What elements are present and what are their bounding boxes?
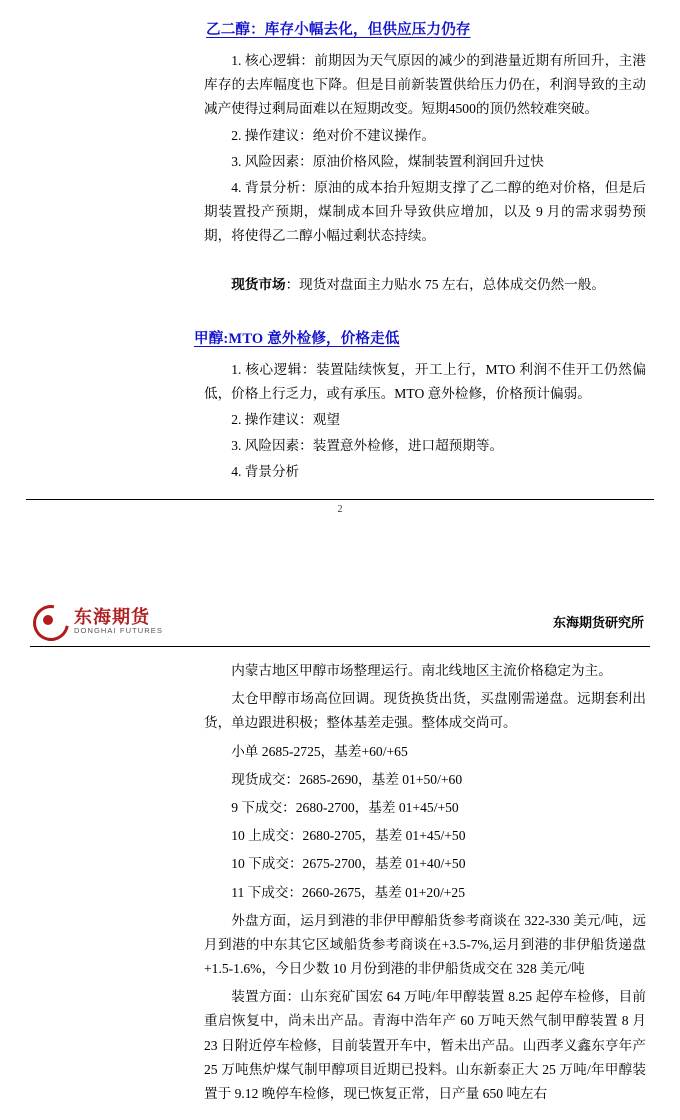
page-header (26, 578, 654, 642)
quote-sep-late: 9 下成交：2680-2700，基差 01+45/+50 (231, 799, 459, 815)
brand-name-cn: 东海期货 (74, 606, 150, 627)
section-eg-body (26, 49, 654, 297)
paragraph-spot-market-eg (204, 273, 646, 297)
paragraph-strategy-eg: 2. 操作建议：绝对价不建议操作。 (231, 127, 436, 143)
spacer (204, 251, 646, 273)
page-number: 2 (337, 503, 343, 515)
paragraph-foreign-market: 外盘方面，运月到港的非伊甲醇船货参考商谈在 322-330 美元/吨，远月到港的中东其它区域船货参考商谈在+3.5-7%,运月到港的非伊船货递盘+1.5-1.6%，今日少数 10 月份到港的非伊船货成交在 328 美元/吨 (204, 912, 646, 977)
brand-logo (32, 604, 163, 638)
section-title-eg: 乙二醇：库存小幅去化，但供应压力仍存 (206, 22, 471, 38)
footer-divider (26, 499, 654, 500)
paragraph-background-methanol: 4. 背景分析 (231, 464, 300, 480)
document-page-1 (0, 0, 680, 540)
quote-small-lot: 小单 2685-2725，基差+60/+65 (231, 743, 408, 759)
paragraph-taicang: 太仓甲醇市场高位回调。现货换货出货，买盘刚需递盘。远期套利出货，单边跟进积极；整体基差走强。整体成交尚可。 (204, 691, 646, 731)
paragraph-core-logic-methanol: 1. 核心逻辑：装置陆续恢复，开工上行，MTO 利润不佳开工仍然偏低，价格上行乏力，或有承压。MTO 意外检修，价格预计偏弱。 (204, 361, 646, 401)
spot-market-label: 现货市场 (231, 276, 286, 292)
quote-nov-late: 11 下成交：2660-2675，基差 01+20/+25 (231, 884, 466, 900)
page2-body (26, 659, 654, 1106)
research-institute-label: 东海期货研究所 (552, 614, 644, 630)
quote-spot-deal: 现货成交：2685-2690，基差 01+50/+60 (231, 771, 463, 787)
quote-oct-early: 10 上成交：2680-2705，基差 01+45/+50 (231, 828, 466, 844)
page-gap (0, 540, 680, 578)
brand-name-en: DONGHAI FUTURES (74, 625, 164, 635)
brand-text (74, 608, 163, 635)
paragraph-background-eg: 4. 背景分析：原油的成本抬升短期支撑了乙二醇的绝对价格，但是后期装置投产预期，煤制成本回升导致供应增加，以及 9 月的需求弱势预期，将使得乙二醇小幅过剩状态持续。 (204, 179, 646, 244)
paragraph-strategy-methanol: 2. 操作建议：观望 (231, 412, 340, 428)
paragraph-core-logic-eg: 1. 核心逻辑：前期因为天气原因的减少的到港量近期有所回升，主港库存的去库幅度也下降。但是目前新装置供给压力仍在，利润导致的主动减产使得过剩局面难以在短期改变。短期4500的顶仍然较难突破。 (204, 53, 646, 117)
spot-market-text: ：现货对盘面主力贴水 75 左右，总体成交仍然一般。 (285, 276, 606, 292)
header-divider (30, 646, 650, 647)
paragraph-plant-status: 装置方面：山东兖矿国宏 64 万吨/年甲醇装置 8.25 起停车检修，目前重启恢复中，尚未出产品。青海中浩年产 60 万吨天然气制甲醇装置 8 月 23 日附近停车检修，目前装置开车中，暂未出产品。山西孝义鑫东亨年产 25 万吨焦炉煤气制甲醇项目近期已投料。山东新泰正大 25 万吨/年甲醇装置于 9.12 晚停车检修，现已恢复正常，日产量 650 吨左右 (204, 989, 646, 1101)
section-methanol-body (26, 358, 654, 485)
paragraph-risk-methanol: 3. 风险因素：装置意外检修，进口超预期等。 (231, 438, 504, 454)
document-page-2 (0, 578, 680, 1120)
paragraph-inner-mongolia: 内蒙古地区甲醇市场整理运行。南北线地区主流价格稳定为主。 (231, 663, 612, 678)
section-title-methanol: 甲醇:MTO 意外检修，价格走低 (194, 330, 400, 347)
quote-oct-late: 10 下成交：2675-2700，基差 01+40/+50 (231, 856, 466, 872)
donghai-logo-icon (32, 604, 66, 638)
paragraph-risk-eg: 3. 风险因素：原油价格风险，煤制装置利润回升过快 (231, 153, 544, 169)
